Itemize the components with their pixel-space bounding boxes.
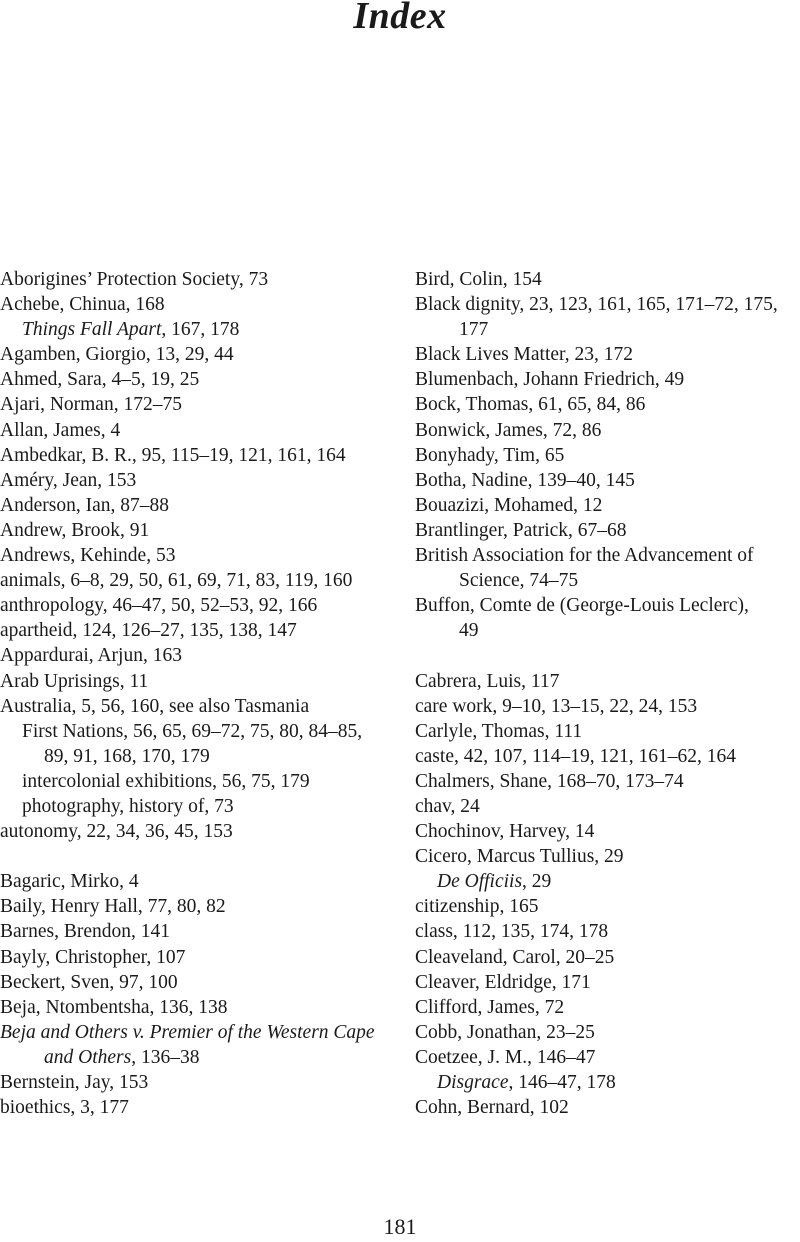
index-entry <box>415 1020 800 1045</box>
index-entry <box>0 694 395 719</box>
index-entry-text: Science, 74–75 <box>459 570 579 592</box>
index-entry <box>0 970 395 995</box>
index-entry <box>0 568 395 593</box>
index-subentry <box>415 1070 800 1095</box>
index-entry <box>0 342 395 367</box>
index-subentry <box>0 794 395 819</box>
index-entry-text: 89, 91, 168, 170, 179 <box>44 745 210 767</box>
index-entry <box>0 618 395 643</box>
index-entry-text: Black Lives Matter, 23, 172 <box>415 344 634 366</box>
index-entry <box>0 292 395 317</box>
index-entry-text: intercolonial exhibitions, 56, 75, 179 <box>22 770 310 792</box>
index-entry-text: Améry, Jean, 153 <box>0 469 137 491</box>
index-entry-pages: , 136–38 <box>131 1046 200 1068</box>
index-entry-text: Andrews, Kehinde, 53 <box>0 545 176 567</box>
index-entry-text: Blumenbach, Johann Friedrich, 49 <box>415 369 685 391</box>
index-entry-text: Bernstein, Jay, 153 <box>0 1072 149 1093</box>
page-title: Index <box>353 0 447 37</box>
index-entry <box>415 292 800 317</box>
index-entry <box>0 392 395 417</box>
index-entry <box>415 543 800 568</box>
index-entry-text: Anderson, Ian, 87–88 <box>0 494 169 516</box>
index-entry-pages: , 146–47, 178 <box>508 1072 616 1093</box>
index-entry <box>415 894 800 919</box>
index-entry <box>415 593 800 618</box>
index-entry <box>0 267 395 292</box>
index-subentry <box>415 869 800 894</box>
index-spacer <box>415 643 800 668</box>
index-entry-text: class, 112, 135, 174, 178 <box>415 921 609 943</box>
index-entry-text: Cicero, Marcus Tullius, 29 <box>415 846 624 868</box>
index-continuation <box>0 744 395 769</box>
index-entry <box>0 1070 395 1095</box>
index-entry-text: Cabrera, Luis, 117 <box>415 670 560 692</box>
page-number: 181 <box>383 1214 417 1239</box>
index-entry-text: Bonyhady, Tim, 65 <box>415 444 565 466</box>
index-entry <box>0 919 395 944</box>
index-entry-text: Bird, Colin, 154 <box>415 269 542 290</box>
index-continuation <box>415 317 800 342</box>
index-entry-text: anthropology, 46–47, 50, 52–53, 92, 166 <box>0 595 318 617</box>
index-entry <box>415 443 800 468</box>
index-entry-text: 177 <box>459 319 489 341</box>
index-entry-text: animals, 6–8, 29, 50, 61, 69, 71, 83, 119, 160 <box>0 570 353 592</box>
index-entry-text: Andrew, Brook, 91 <box>0 519 150 541</box>
index-entry <box>415 844 800 869</box>
index-entry <box>415 694 800 719</box>
index-entry-text: Cohn, Bernard, 102 <box>415 1097 569 1119</box>
index-continuation <box>0 1045 395 1070</box>
index-entry <box>415 744 800 769</box>
index-subentry <box>0 769 395 794</box>
index-entry-text: Coetzee, J. M., 146–47 <box>415 1046 596 1068</box>
index-entry-text: Agamben, Giorgio, 13, 29, 44 <box>0 344 234 366</box>
index-entry-text: British Association for the Advancement of <box>415 545 754 567</box>
index-entry <box>0 367 395 392</box>
index-entry <box>0 543 395 568</box>
index-entry-text: caste, 42, 107, 114–19, 121, 161–62, 164 <box>415 745 736 767</box>
index-entry-text: Australia, 5, 56, 160, see also Tasmania <box>0 695 310 717</box>
index-entry <box>0 945 395 970</box>
index-entry <box>415 418 800 443</box>
index-entry-text: Chalmers, Shane, 168–70, 173–74 <box>415 770 684 792</box>
index-entry <box>0 443 395 468</box>
index-entry-text: Things Fall Apart <box>22 319 162 341</box>
index-entry-text: and Others <box>44 1046 132 1068</box>
index-subentry <box>0 719 395 744</box>
index-entry <box>415 1095 800 1120</box>
index-entry-text: De Officiis <box>437 871 523 893</box>
index-entry <box>0 669 395 694</box>
index-entry <box>415 342 800 367</box>
index-entry <box>0 593 395 618</box>
index-continuation <box>415 568 800 593</box>
index-entry-text: photography, history of, 73 <box>22 795 234 817</box>
index-entry-text: Bayly, Christopher, 107 <box>0 946 186 968</box>
index-entry-text: Beckert, Sven, 97, 100 <box>0 971 178 993</box>
index-entry-text: Bock, Thomas, 61, 65, 84, 86 <box>415 394 646 416</box>
index-entry-text: care work, 9–10, 13–15, 22, 24, 153 <box>415 695 698 717</box>
index-entry <box>0 894 395 919</box>
index-entry-text: Cleaver, Eldridge, 171 <box>415 971 591 993</box>
index-entry-text: apartheid, 124, 126–27, 135, 138, 147 <box>0 620 297 642</box>
index-entry-text: 49 <box>459 620 479 642</box>
index-entry-text: Ambedkar, B. R., 95, 115–19, 121, 161, 164 <box>0 444 346 466</box>
index-entry-text: Black dignity, 23, 123, 161, 165, 171–72, 175, <box>415 294 778 316</box>
index-entry <box>0 493 395 518</box>
index-entry-text: Beja and Others v. Premier of the Western Cape <box>0 1021 375 1043</box>
index-entry-pages: , 167, 178 <box>161 319 240 341</box>
index-entry <box>415 392 800 417</box>
index-column-right <box>415 267 800 1120</box>
index-entry-text: Clifford, James, 72 <box>415 996 565 1018</box>
index-entry-text: Ahmed, Sara, 4–5, 19, 25 <box>0 369 200 391</box>
index-entry-text: Cleaveland, Carol, 20–25 <box>415 946 615 968</box>
index-continuation <box>415 618 800 643</box>
index-spacer <box>0 844 395 869</box>
index-entry-text: Disgrace <box>437 1072 509 1093</box>
index-entry <box>415 794 800 819</box>
index-entry <box>415 1045 800 1070</box>
index-entry-text: Bagaric, Mirko, 4 <box>0 871 139 893</box>
index-entry-text: Bouazizi, Mohamed, 12 <box>415 494 603 516</box>
index-entry <box>415 267 800 292</box>
index-entry-text: Barnes, Brendon, 141 <box>0 921 171 943</box>
index-entry <box>415 468 800 493</box>
index-entry-text: chav, 24 <box>415 795 480 817</box>
index-subentry <box>0 317 395 342</box>
index-entry <box>0 643 395 668</box>
index-entry <box>415 493 800 518</box>
index-entry-text: Brantlinger, Patrick, 67–68 <box>415 519 627 541</box>
index-entry-text: Arab Uprisings, 11 <box>0 670 149 692</box>
index-entry <box>0 1020 395 1045</box>
index-column-left <box>0 267 395 1120</box>
index-entry <box>415 995 800 1020</box>
index-entry <box>0 995 395 1020</box>
index-entry <box>415 919 800 944</box>
index-entry <box>415 819 800 844</box>
index-entry-text: Achebe, Chinua, 168 <box>0 294 165 316</box>
index-entry-text: Carlyle, Thomas, 111 <box>415 720 583 742</box>
index-entry <box>0 418 395 443</box>
index-entry-text: Botha, Nadine, 139–40, 145 <box>415 469 635 491</box>
index-entry-text: Baily, Henry Hall, 77, 80, 82 <box>0 896 226 918</box>
index-entry-text: Cobb, Jonathan, 23–25 <box>415 1021 595 1043</box>
index-entry-text: Chochinov, Harvey, 14 <box>415 821 595 843</box>
index-entry-text: First Nations, 56, 65, 69–72, 75, 80, 84–85, <box>22 720 363 742</box>
index-entry-text: citizenship, 165 <box>415 896 539 918</box>
index-entry <box>415 669 800 694</box>
index-entry-text: Buffon, Comte de (George-Louis Leclerc), <box>415 595 749 617</box>
index-entry <box>415 518 800 543</box>
index-entry <box>415 970 800 995</box>
index-entry-text: Appardurai, Arjun, 163 <box>0 645 182 667</box>
index-entry <box>415 367 800 392</box>
index-entry <box>0 468 395 493</box>
index-entry-text: Aborigines’ Protection Society, 73 <box>0 269 269 290</box>
index-entry-text: Allan, James, 4 <box>0 419 121 441</box>
index-entry-text: Ajari, Norman, 172–75 <box>0 394 182 416</box>
index-entry <box>0 819 395 844</box>
index-entry-text: Bonwick, James, 72, 86 <box>415 419 602 441</box>
index-entry-text: autonomy, 22, 34, 36, 45, 153 <box>0 821 233 843</box>
index-entry <box>0 518 395 543</box>
index-entry <box>415 719 800 744</box>
index-entry <box>0 869 395 894</box>
index-entry-text: Beja, Ntombentsha, 136, 138 <box>0 996 228 1018</box>
index-entry <box>415 945 800 970</box>
index-entry-pages: , 29 <box>522 871 552 893</box>
index-entry <box>415 769 800 794</box>
index-entry-text: bioethics, 3, 177 <box>0 1097 129 1119</box>
index-entry <box>0 1095 395 1120</box>
